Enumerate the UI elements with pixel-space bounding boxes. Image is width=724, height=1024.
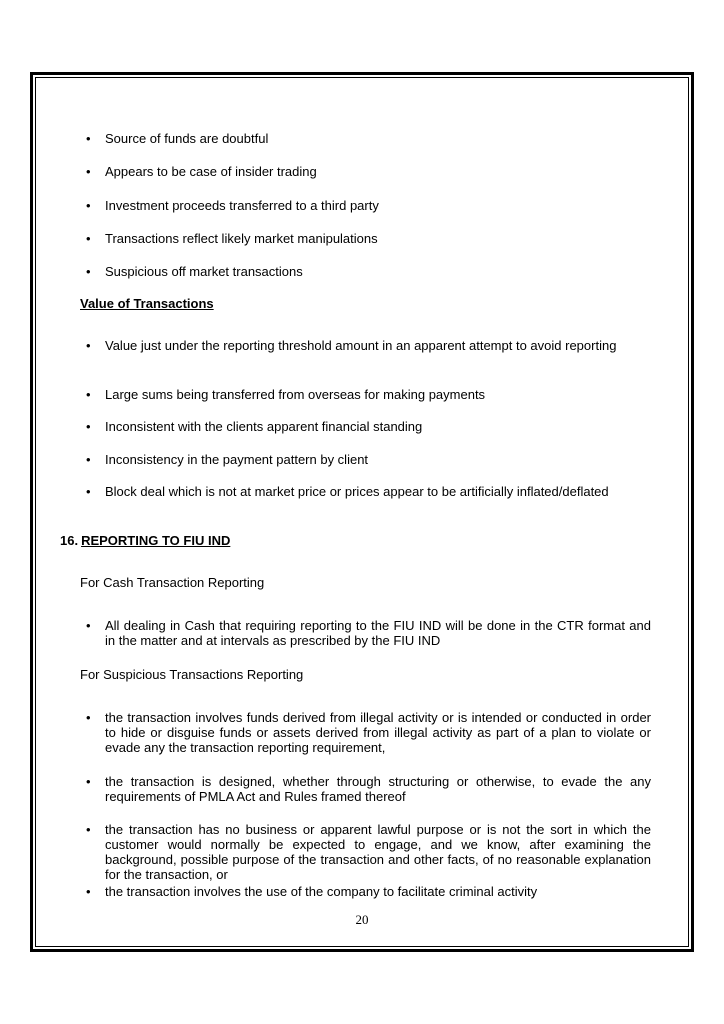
cash-reporting-intro: For Cash Transaction Reporting xyxy=(80,575,265,590)
section-number: 16. xyxy=(60,533,79,548)
list-item: the transaction involves funds derived from illegal activity or is intended or conducted in order to hide or disguise funds or assets derived from illegal activity as part of a plan to violate or evade any the transaction reporting requirement, xyxy=(105,710,651,755)
bullet-icon: • xyxy=(86,131,91,146)
list-item: the transaction has no business or apparent lawful purpose or is not the sort in which the customer would normally be expected to engage, and we know, after examining the background, possible purpose of the transaction and other facts, of no reasonable explanation for the transaction, or xyxy=(105,822,651,882)
list-item: Appears to be case of insider trading xyxy=(105,164,317,179)
value-of-transactions-heading: Value of Transactions xyxy=(80,296,214,311)
list-item: the transaction is designed, whether through structuring or otherwise, to evade the any requirements of PMLA Act and Rules framed thereof xyxy=(105,774,651,804)
bullet-icon: • xyxy=(86,710,91,725)
bullet-icon: • xyxy=(86,484,91,499)
bullet-icon: • xyxy=(86,618,91,633)
page-number: 20 xyxy=(355,912,369,927)
bullet-icon: • xyxy=(86,387,91,402)
list-item: Block deal which is not at market price or prices appear to be artificially inflated/deflated xyxy=(105,484,609,499)
list-item: Source of funds are doubtful xyxy=(105,131,269,146)
list-item: Investment proceeds transferred to a third party xyxy=(105,198,379,213)
list-item: Value just under the reporting threshold amount in an apparent attempt to avoid reporting xyxy=(105,338,617,353)
list-item: Large sums being transferred from overseas for making payments xyxy=(105,387,486,402)
bullet-icon: • xyxy=(86,419,91,434)
bullet-icon: • xyxy=(86,164,91,179)
bullet-icon: • xyxy=(86,884,91,899)
bullet-icon: • xyxy=(86,452,91,467)
list-item: the transaction involves the use of the company to facilitate criminal activity xyxy=(105,884,538,899)
section-16-heading xyxy=(60,533,230,548)
list-item: Transactions reflect likely market manipulations xyxy=(105,231,378,246)
section-title: REPORTING TO FIU IND xyxy=(81,533,231,548)
bullet-icon: • xyxy=(86,264,91,279)
bullet-icon: • xyxy=(86,822,91,837)
list-item: Inconsistent with the clients apparent financial standing xyxy=(105,419,423,434)
bullet-icon: • xyxy=(86,198,91,213)
list-item: All dealing in Cash that requiring reporting to the FIU IND will be done in the CTR format and in the matter and at intervals as prescribed by the FIU IND xyxy=(105,618,651,648)
bullet-icon: • xyxy=(86,231,91,246)
bullet-icon: • xyxy=(86,774,91,789)
list-item: Inconsistency in the payment pattern by client xyxy=(105,452,369,467)
suspicious-reporting-intro: For Suspicious Transactions Reporting xyxy=(80,667,304,682)
bullet-icon: • xyxy=(86,338,91,353)
list-item: Suspicious off market transactions xyxy=(105,264,303,279)
